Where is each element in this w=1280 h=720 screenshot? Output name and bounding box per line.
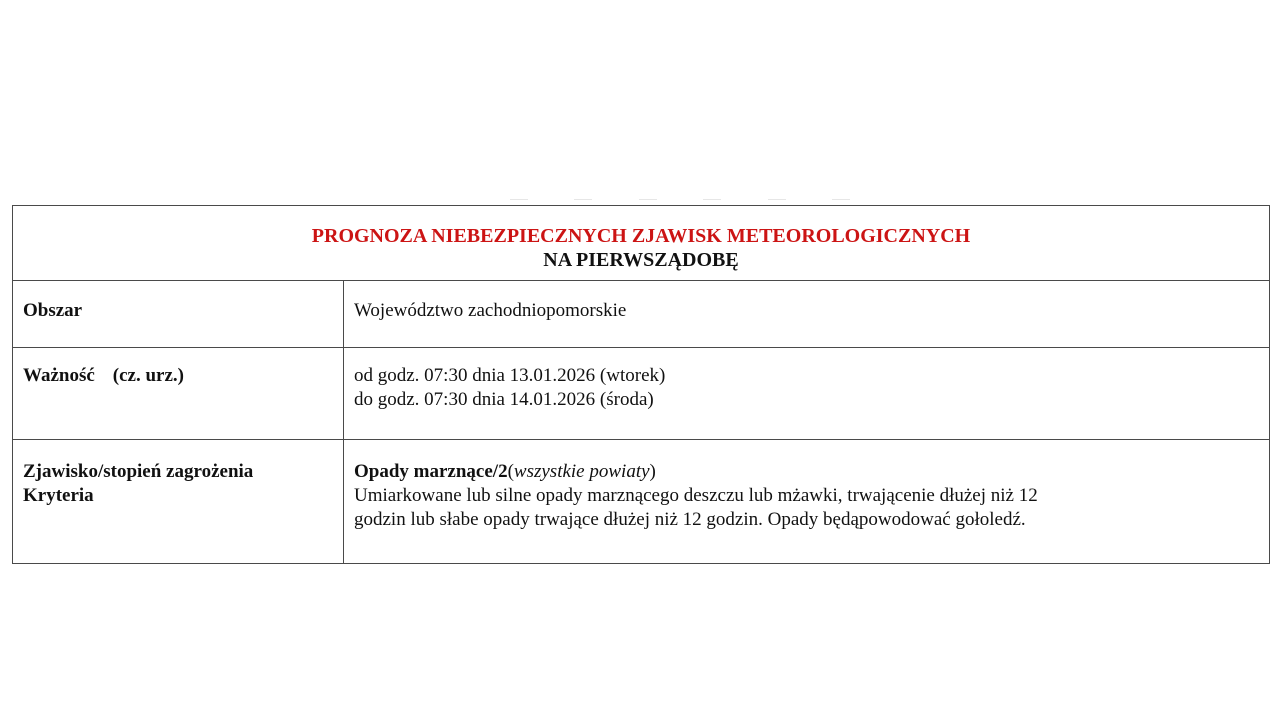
criteria-label: Kryteria xyxy=(23,485,94,506)
validity-label-suffix: (cz. urz.) xyxy=(112,365,184,386)
validity-label-cell xyxy=(13,348,344,440)
validity-value-cell xyxy=(344,348,1270,440)
table-row-phenomenon xyxy=(13,440,1270,564)
validity-to: do godz. 07:30 dnia 14.01.2026 (środa) xyxy=(354,389,654,410)
criteria-line-2: godzin lub słabe opady trwające dłużej niż 12 godzin. Opady będąpowodować gołoledź. xyxy=(354,509,1026,530)
phenomenon-heading xyxy=(354,460,1269,484)
faint-header-marks xyxy=(510,196,850,202)
weather-warning-table xyxy=(12,205,1270,564)
faint-mark xyxy=(574,199,592,200)
area-value: Województwo zachodniopomorskie xyxy=(354,300,627,321)
warning-subtitle: NA PIERWSZĄDOBĘ xyxy=(543,249,739,271)
faint-mark xyxy=(703,199,721,200)
scope-close: ) xyxy=(649,461,656,482)
faint-mark xyxy=(768,199,786,200)
phenomenon-label: Zjawisko/stopień zagrożenia xyxy=(23,461,254,482)
validity-label: Ważność xyxy=(23,365,95,386)
scope-open: ( xyxy=(507,461,514,482)
table-row-area xyxy=(13,281,1270,348)
title-row xyxy=(13,206,1270,281)
phenomenon-label-cell xyxy=(13,440,344,564)
faint-mark xyxy=(832,199,850,200)
area-label: Obszar xyxy=(23,300,83,321)
faint-mark xyxy=(510,199,528,200)
phenomenon-value-cell xyxy=(344,440,1270,564)
warning-title: PROGNOZA NIEBEZPIECZNYCH ZJAWISK METEOROLOGICZNYCH xyxy=(311,225,971,247)
phenomenon-name: Opady marznące/2 xyxy=(354,461,508,482)
title-cell xyxy=(13,206,1270,281)
table-row-validity xyxy=(13,348,1270,440)
area-value-cell xyxy=(344,281,1270,348)
faint-mark xyxy=(639,199,657,200)
validity-from: od godz. 07:30 dnia 13.01.2026 (wtorek) xyxy=(354,365,666,386)
area-label-cell xyxy=(13,281,344,348)
phenomenon-scope: wszystkie powiaty xyxy=(513,461,650,482)
criteria-line-1: Umiarkowane lub silne opady marznącego deszczu lub mżawki, trwającenie dłużej niż 12 xyxy=(354,485,1038,506)
